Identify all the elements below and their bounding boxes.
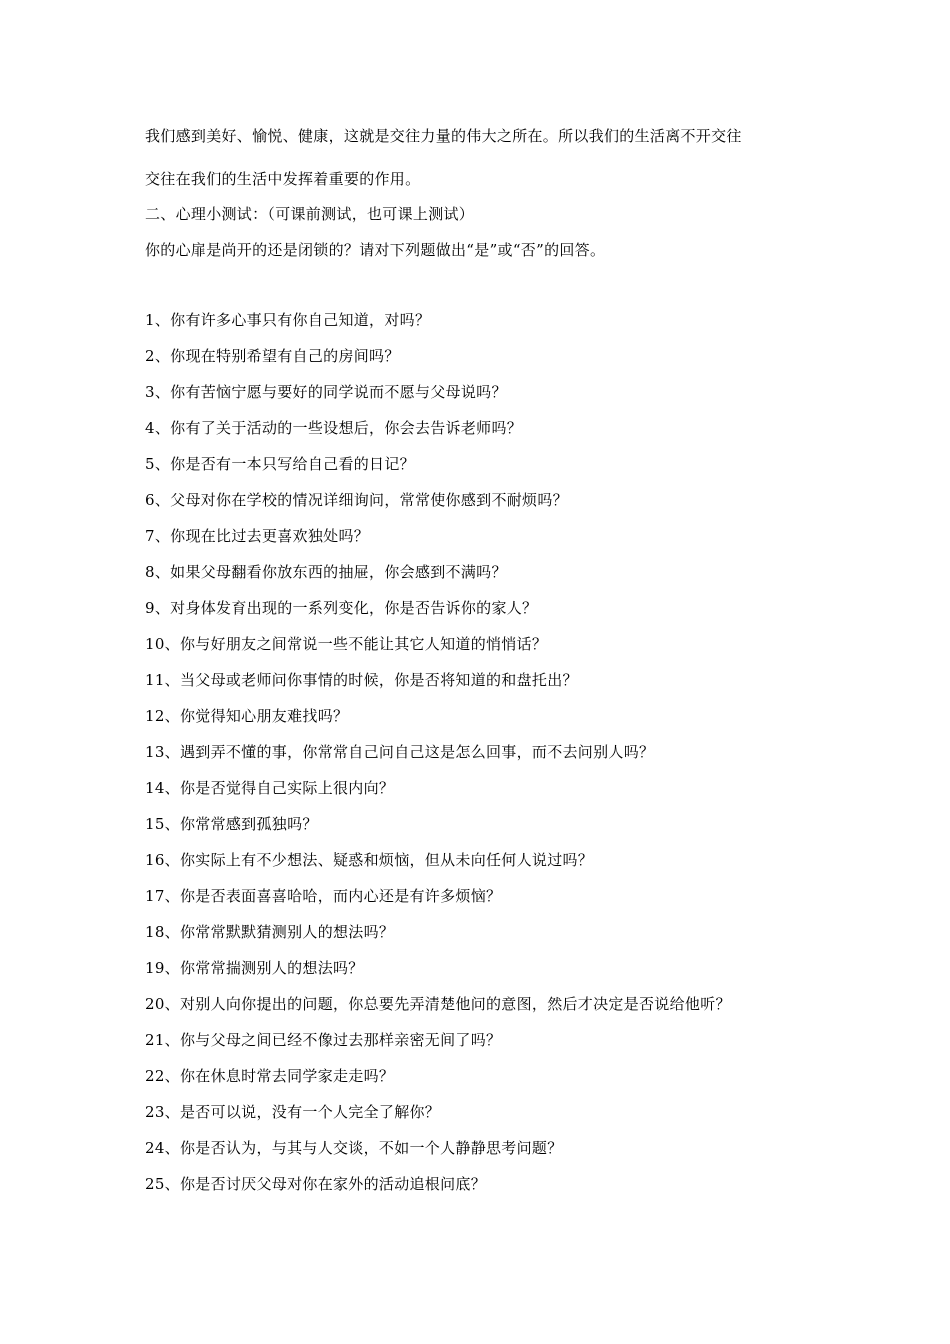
question-item: 1、你有许多心事只有你自己知道，对吗？ — [145, 311, 431, 329]
question-item: 25、你是否讨厌父母对你在家外的活动追根问底？ — [145, 1175, 486, 1193]
question-item: 15、你常常感到孤独吗？ — [145, 815, 318, 833]
question-item: 9、对身体发育出现的一系列变化，你是否告诉你的家人？ — [145, 599, 538, 617]
question-item: 2、你现在特别希望有自己的房间吗？ — [145, 347, 400, 365]
test-instruction: 你的心扉是尚开的还是闭锁的？请对下列题做出“是”或“否”的回答。 — [145, 241, 606, 259]
question-item: 18、你常常默默猜测别人的想法吗？ — [145, 923, 395, 941]
question-item: 4、你有了关于活动的一些设想后，你会去告诉老师吗？ — [145, 419, 523, 437]
question-item: 24、你是否认为，与其与人交谈，不如一个人静静思考问题？ — [145, 1139, 563, 1157]
intro-paragraph-line-2: 交往在我们的生活中发挥着重要的作用。 — [145, 170, 421, 188]
question-item: 19、你常常揣测别人的想法吗？ — [145, 959, 364, 977]
intro-paragraph-line-1: 我们感到美好、愉悦、健康，这就是交往力量的伟大之所在。所以我们的生活离不开交往 — [145, 127, 742, 145]
question-item: 11、当父母或老师问你事情的时候，你是否将知道的和盘托出？ — [145, 671, 578, 689]
question-list — [145, 310, 731, 1210]
question-item: 6、父母对你在学校的情况详细询问，常常使你感到不耐烦吗？ — [145, 491, 568, 509]
question-item: 16、你实际上有不少想法、疑惑和烦恼，但从未向任何人说过吗？ — [145, 851, 594, 869]
question-item: 21、你与父母之间已经不像过去那样亲密无间了吗？ — [145, 1031, 502, 1049]
section-heading: 二、心理小测试：（可课前测试，也可课上测试） — [145, 205, 475, 223]
question-item: 17、你是否表面喜喜哈哈，而内心还是有许多烦恼？ — [145, 887, 502, 905]
question-item: 7、你现在比过去更喜欢独处吗？ — [145, 527, 370, 545]
question-item: 10、你与好朋友之间常说一些不能让其它人知道的悄悄话？ — [145, 635, 548, 653]
question-item: 14、你是否觉得自己实际上很内向？ — [145, 779, 395, 797]
question-item: 8、如果父母翻看你放东西的抽屉，你会感到不满吗？ — [145, 563, 507, 581]
question-item: 12、你觉得知心朋友难找吗？ — [145, 707, 349, 725]
question-item: 3、你有苦恼宁愿与要好的同学说而不愿与父母说吗？ — [145, 383, 507, 401]
question-item: 23、是否可以说，没有一个人完全了解你？ — [145, 1103, 441, 1121]
question-item: 22、你在休息时常去同学家走走吗？ — [145, 1067, 395, 1085]
question-item: 13、遇到弄不懂的事，你常常自己问自己这是怎么回事，而不去问别人吗？ — [145, 743, 655, 761]
question-item: 5、你是否有一本只写给自己看的日记？ — [145, 455, 415, 473]
question-item: 20、对别人向你提出的问题，你总要先弄清楚他问的意图，然后才决定是否说给他听？ — [145, 995, 731, 1013]
